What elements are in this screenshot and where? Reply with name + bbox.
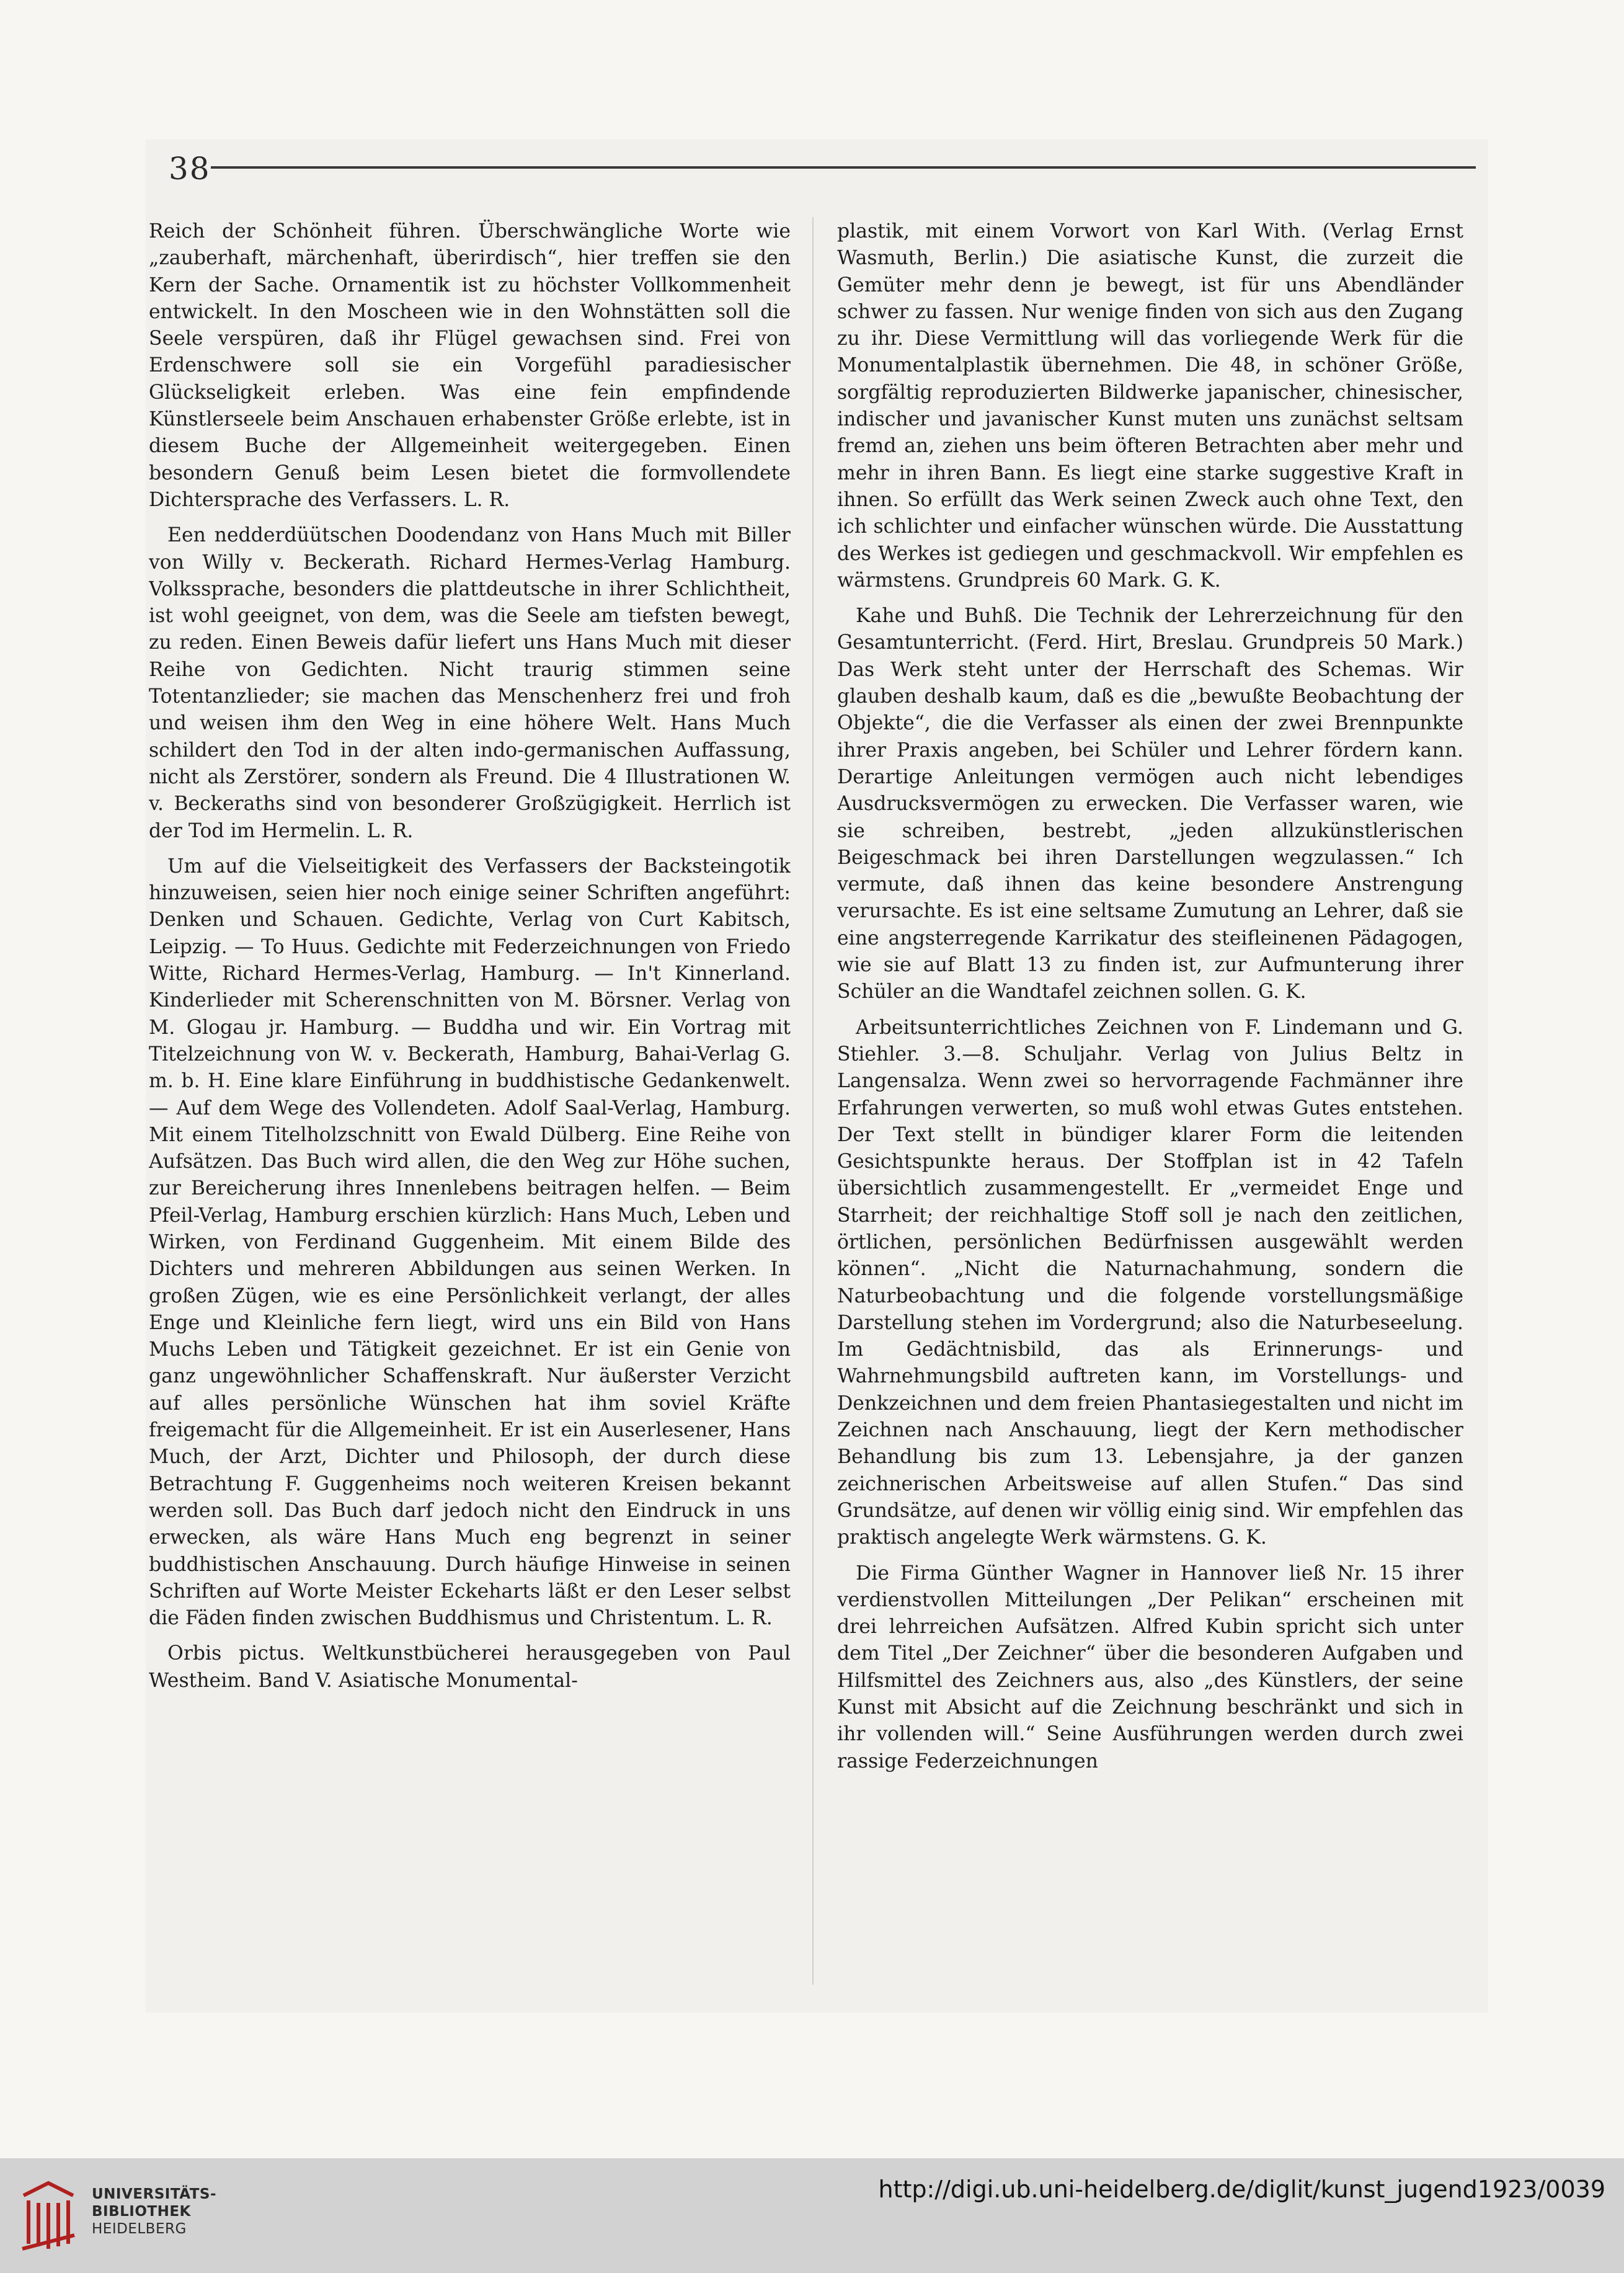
column-divider: [812, 217, 814, 1985]
right-column: [837, 218, 1463, 1992]
permalink-url[interactable]: http://digi.ub.uni-heidelberg.de/diglit/kunst_jugend1923/0039: [878, 2176, 1605, 2203]
logo-line-1: UNIVERSITÄTS-: [92, 2186, 217, 2202]
logo-line-2: BIBLIOTHEK: [92, 2204, 191, 2220]
paragraph-lehrerzeichnung-review: Kahe und Buhß. Die Technik der Lehrerzeichnung für den Gesamtunterricht. (Ferd. Hirt, Breslau. Grundpreis 50 Mark.) Das Werk steht unter der Herrschaft des Schemas. Wir glauben deshalb kaum, daß es die „bewußte Beobachtung der Objekte“, die die Verfasser als einen der zwei Brennpunkte ihrer Praxis angeben, bei Schüler und Lehrer fördern kann. Derartige Anleitungen vermögen auch nicht lebendiges Ausdrucksvermögen zu erwecken. Die Verfasser waren, wie sie schreiben, bestrebt, „jeden allzukünstlerischen Beigeschmack bei ihren Darstellungen wegzulassen.“ Ich vermute, daß ihnen das keine besondere Anstrengung verursachte. Es ist eine seltsame Zumutung an Lehrer, daß sie eine angsterregende Karrikatur des steifleinenen Pädagogen, wie sie auf Blatt 13 zu finden ist, zur Aufmunterung ihrer Schüler an die Wandtafel zeichnen sollen. G. K.: [837, 605, 1463, 1003]
paragraph-much-works: Um auf die Vielseitigkeit des Verfassers der Backsteingotik hinzuweisen, seien hier noch einige seiner Schriften angeführt: Denken und Schauen. Gedichte, Verlag von Curt Kabitsch, Leipzig. — To Huus. Gedichte mit Federzeichnungen von Friedo Witte, Richard Hermes-Verlag, Hamburg. — In't Kinnerland. Kinderlieder mit Scherenschnitten von M. Börsner. Verlag von M. Glogau jr. Hamburg. — Buddha und wir. Ein Vortrag mit Titelzeichnung von W. v. Beckerath, Hamburg, Bahai-Verlag G. m. b. H. Eine klare Einführung in buddhistische Gedankenwelt. — Auf dem Wege des Vollendeten. Adolf Saal-Verlag, Hamburg. Mit einem Titelholzschnitt von Ewald Dülberg. Eine Reihe von Aufsätzen. Das Buch wird allen, die den Weg zur Höhe suchen, zur Bereicherung ihres Innenlebens beitragen helfen. — Beim Pfeil-Verlag, Hamburg erschien kürzlich: Hans Much, Leben und Wirken, von Ferdinand Guggenheim. Mit einem Bilde des Dichters und mehreren Abbildungen aus seinen Werken. In großen Zügen, wie es eine Persönlichkeit verlangt, der alles Enge und Kleinliche fern liegt, wird uns ein Bild von Hans Muchs Leben und Tätigkeit gezeichnet. Er ist ein Genie von ganz ungewöhnlicher Schaffenskraft. Nur äußerster Verzicht auf alles persönliche Wünschen hat ihm soviel Kräfte freigemacht für die Allgemeinheit. Er ist ein Auserlesener, Hans Much, der Arzt, Dichter und Philosoph, der durch diese Betrachtung F. Guggenheims noch weiteren Kreisen bekannt werden soll. Das Buch darf jedoch nicht den Eindruck in uns erwecken, als wäre Hans Much eng begrenzt in seiner buddhistischen Anschauung. Durch häufige Hinweise in seinen Schriften auf Worte Meister Eckeharts läßt er den Leser selbst die Fäden finden zwischen Buddhismus und Christentum. L. R.: [149, 855, 791, 1630]
library-logo-text[interactable]: [92, 2186, 216, 2238]
paragraph-pelikan-review: Die Firma Günther Wagner in Hannover ließ Nr. 15 ihrer verdienstvollen Mitteilungen „Der Pelikan“ erscheinen mit drei lehrreichen Aufsätzen. Alfred Kubin spricht sich unter dem Titel „Der Zeichner“ über die besonderen Aufgaben und Hilfsmittel des Zeichners aus, also „des Künstlers, der seine Kunst mit Absicht auf die Zeichnung beschränkt und sich in ihr vollenden will.“ Seine Ausführungen werden durch zwei rassige Federzeichnungen: [837, 1562, 1463, 1773]
paragraph-orbis-pictus: Orbis pictus. Weltkunstbücherei herausgegeben von Paul Westheim. Band V. Asiatische Monumental-: [149, 1642, 791, 1692]
paragraph-arbeitsunterricht-review: Arbeitsunterrichtliches Zeichnen von F. Lindemann und G. Stiehler. 3.—8. Schuljahr. Verlag von Julius Beltz in Langensalza. Wenn zwei so hervorragende Fachmänner ihre Erfahrungen verwerten, so muß wohl etwas Gutes entstehen. Der Text stellt in bündiger klarer Form die leitenden Gesichtspunkte heraus. Der Stoffplan ist in 42 Tafeln übersichtlich zusammengestellt. Er „vermeidet Enge und Starrheit; der reichhaltige Stoff soll je nach den zeitlichen, örtlichen, persönlichen Bedürfnissen ausgewählt werden können“. „Nicht die Naturnachahmung, sondern die Naturbeobachtung und die folgende vorstellungsmäßige Darstellung stehen im Vordergrund; also die Naturbeseelung. Im Gedächtnisbild, das als Erinnerungs- und Wahrnehmungsbild auftreten kann, im Vorstellungs- und Denkzeichnen und dem freien Phantasiegestalten und nicht im Zeichnen nach Anschauung, liegt der Kern methodischer Behandlung bis zum 13. Lebensjahre, ja der ganzen zeichnerischen Arbeitsweise auf allen Stufen.“ Das sind Grundsätze, auf denen wir völlig einig sind. Wir empfehlen das praktisch angelegte Werk wärmstens. G. K.: [837, 1016, 1463, 1549]
paragraph-orient-review: Reich der Schönheit führen. Überschwängliche Worte wie „zauberhaft, märchenhaft, überirdisch“, hier treffen sie den Kern der Sache. Ornamentik ist zu höchster Vollkommenheit entwickelt. In den Moscheen wie in den Wohnstätten soll die Seele verspüren, daß ihr Flügel gewachsen sind. Frei von Erdenschwere soll sie ein Vorgefühl paradiesischer Glückseligkeit erleben. Was eine fein empfindende Künstlerseele beim Anschauen erhabenster Größe erlebte, ist in diesem Buche der Allgemeinheit weitergegeben. Einen besondern Genuß beim Lesen bietet die formvollendete Dichtersprache des Verfassers. L. R.: [149, 220, 791, 511]
paragraph-monumentalplastik: plastik, mit einem Vorwort von Karl With. (Verlag Ernst Wasmuth, Berlin.) Die asiatische Kunst, die zurzeit die Gemüter mehr denn je bewegt, ist für uns Abendländer schwer zu fassen. Nur wenige finden von sich aus den Zugang zu ihr. Diese Vermittlung will das vorliegende Werk für die Monumentalplastik übernehmen. Die 48, in schöner Größe, sorgfältig reproduzierten Bildwerke japanischer, chinesischer, indischer und javanischer Kunst muten uns zunächst seltsam fremd an, ziehen uns beim öfteren Betrachten aber mehr und mehr in ihren Bann. Es liegt eine starke suggestive Kraft in ihnen. So erfüllt das Werk seinen Zweck auch ohne Text, den ich schlichter und einfacher wünschen würde. Die Ausstattung des Werkes ist gediegen und geschmackvoll. Wir empfehlen es wärmstens. Grundpreis 60 Mark. G. K.: [837, 220, 1463, 592]
logo-line-3: HEIDELBERG: [92, 2221, 187, 2237]
header-rule: [211, 166, 1476, 169]
paragraph-doodendanz-review: Een nedderdüütschen Doodendanz von Hans Much mit Biller von Willy v. Beckerath. Richard Hermes-Verlag Hamburg. Volkssprache, besonders die plattdeutsche in ihrer Schlichtheit, ist wohl geeignet, von dem, was die Seele am tiefsten bewegt, zu reden. Einen Beweis dafür liefert uns Hans Much mit dieser Reihe von Gedichten. Nicht traurig stimmen seine Totentanzlieder; sie machen das Menschenherz frei und froh und weisen ihm den Weg in eine höhere Welt. Hans Much schildert den Tod in der alten indo-germanischen Auffassung, nicht als Zerstörer, sondern als Freund. Die 4 Illustrationen W. v. Beckeraths sind von besonderer Großzügigkeit. Herrlich ist der Tod im Hermelin. L. R.: [149, 524, 791, 842]
library-logo-icon[interactable]: [17, 2171, 79, 2257]
page-number: 38: [169, 151, 211, 187]
left-column: [149, 218, 791, 1992]
